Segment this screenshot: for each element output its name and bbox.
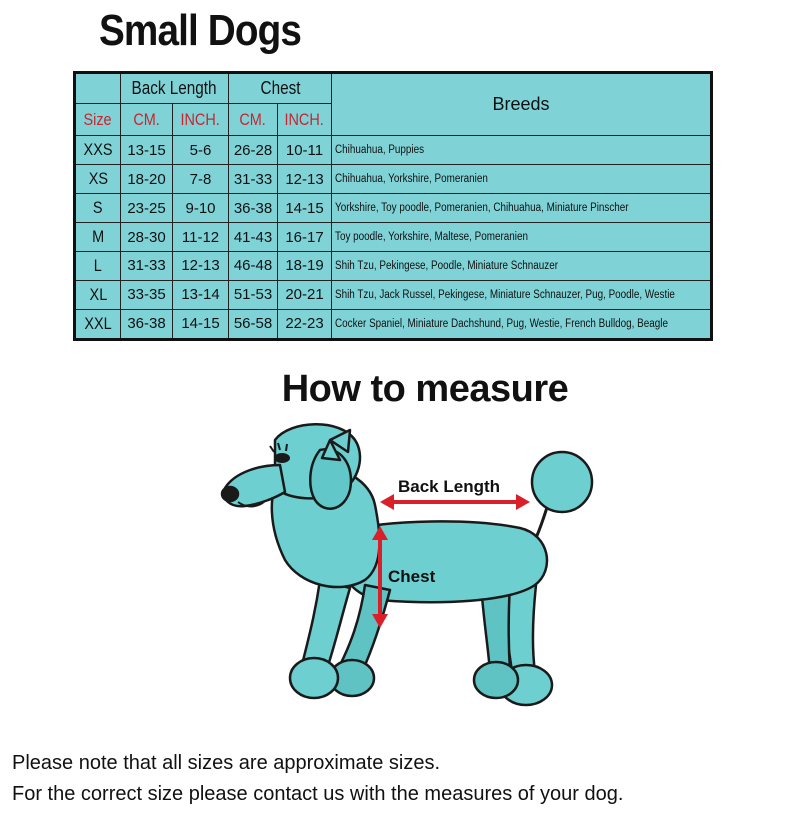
table-row (75, 136, 712, 165)
note-line-1: Please note that all sizes are approximate sizes. (12, 752, 440, 774)
back-inch-cell: 13-14 (173, 280, 229, 309)
back-length-arrow (380, 494, 530, 510)
back-inch-cell: 5-6 (173, 136, 229, 165)
chest-inch-cell: 20-21 (278, 280, 332, 309)
poodle-hind-foot-far (474, 662, 518, 698)
back-inch-cell: 9-10 (173, 194, 229, 223)
poodle-nose (222, 487, 238, 501)
how-to-measure-title: How to measure (281, 368, 569, 410)
chest-inch-cell: 14-15 (278, 194, 332, 223)
chest-inch-cell: 22-23 (278, 309, 332, 339)
back-cm-cell: 31-33 (121, 252, 173, 281)
poodle-front-foot (290, 658, 338, 698)
header-chest: Chest (229, 73, 332, 104)
header-breeds: Breeds (332, 73, 712, 136)
chest-inch-cell: 18-19 (278, 252, 332, 281)
size-cell: XXS (75, 136, 121, 165)
back-inch-cell: 12-13 (173, 252, 229, 281)
chest-cm-cell: 56-58 (229, 309, 278, 339)
table-row (75, 165, 712, 194)
chest-cm-cell: 41-43 (229, 223, 278, 252)
size-cell: XL (75, 280, 121, 309)
page-title: Small Dogs (98, 6, 302, 55)
table-row (75, 223, 712, 252)
breeds-cell: Shih Tzu, Jack Russel, Pekingese, Miniature Schnauzer, Pug, Poodle, Westie (332, 280, 712, 309)
header-chest-inch: INCH. (278, 104, 332, 136)
back-cm-cell: 18-20 (121, 165, 173, 194)
size-cell: S (75, 194, 121, 223)
header-empty-cell (75, 73, 121, 104)
note-line-2: For the correct size please contact us with the measures of your dog. (12, 783, 624, 805)
chest-inch-cell: 16-17 (278, 223, 332, 252)
chest-cm-cell: 46-48 (229, 252, 278, 281)
back-inch-cell: 7-8 (173, 165, 229, 194)
chest-label: Chest (388, 567, 436, 586)
size-cell: XXL (75, 309, 121, 339)
size-cell: L (75, 252, 121, 281)
header-back-cm: CM. (121, 104, 173, 136)
chest-inch-cell: 10-11 (278, 136, 332, 165)
back-cm-cell: 33-35 (121, 280, 173, 309)
chest-cm-cell: 36-38 (229, 194, 278, 223)
table-row (75, 194, 712, 223)
table-row (75, 309, 712, 339)
poodle-illustration (190, 410, 630, 740)
size-cell: XS (75, 165, 121, 194)
table-row (75, 280, 712, 309)
breeds-cell: Yorkshire, Toy poodle, Pomeranien, Chihuahua, Miniature Pinscher (332, 194, 712, 223)
back-cm-cell: 36-38 (121, 309, 173, 339)
table-row (75, 252, 712, 281)
back-cm-cell: 28-30 (121, 223, 173, 252)
chest-cm-cell: 26-28 (229, 136, 278, 165)
back-length-label: Back Length (398, 477, 501, 496)
breeds-cell: Chihuahua, Puppies (332, 136, 712, 165)
chest-inch-cell: 12-13 (278, 165, 332, 194)
back-inch-cell: 14-15 (173, 309, 229, 339)
breeds-cell: Chihuahua, Yorkshire, Pomeranien (332, 165, 712, 194)
poodle-tail-pompom (532, 452, 592, 512)
header-size: Size (75, 104, 121, 136)
poodle-eye (274, 453, 290, 463)
chest-cm-cell: 51-53 (229, 280, 278, 309)
back-inch-cell: 11-12 (173, 223, 229, 252)
table-header-row-1 (75, 73, 712, 104)
back-cm-cell: 23-25 (121, 194, 173, 223)
chest-cm-cell: 31-33 (229, 165, 278, 194)
size-cell: M (75, 223, 121, 252)
header-chest-cm: CM. (229, 104, 278, 136)
size-table (73, 71, 713, 341)
breeds-cell: Cocker Spaniel, Miniature Dachshund, Pug, Westie, French Bulldog, Beagle (332, 309, 712, 339)
back-cm-cell: 13-15 (121, 136, 173, 165)
breeds-cell: Toy poodle, Yorkshire, Maltese, Pomeranien (332, 223, 712, 252)
header-back-inch: INCH. (173, 104, 229, 136)
header-back-length: Back Length (121, 73, 229, 104)
breeds-cell: Shih Tzu, Pekingese, Poodle, Miniature Schnauzer (332, 252, 712, 281)
